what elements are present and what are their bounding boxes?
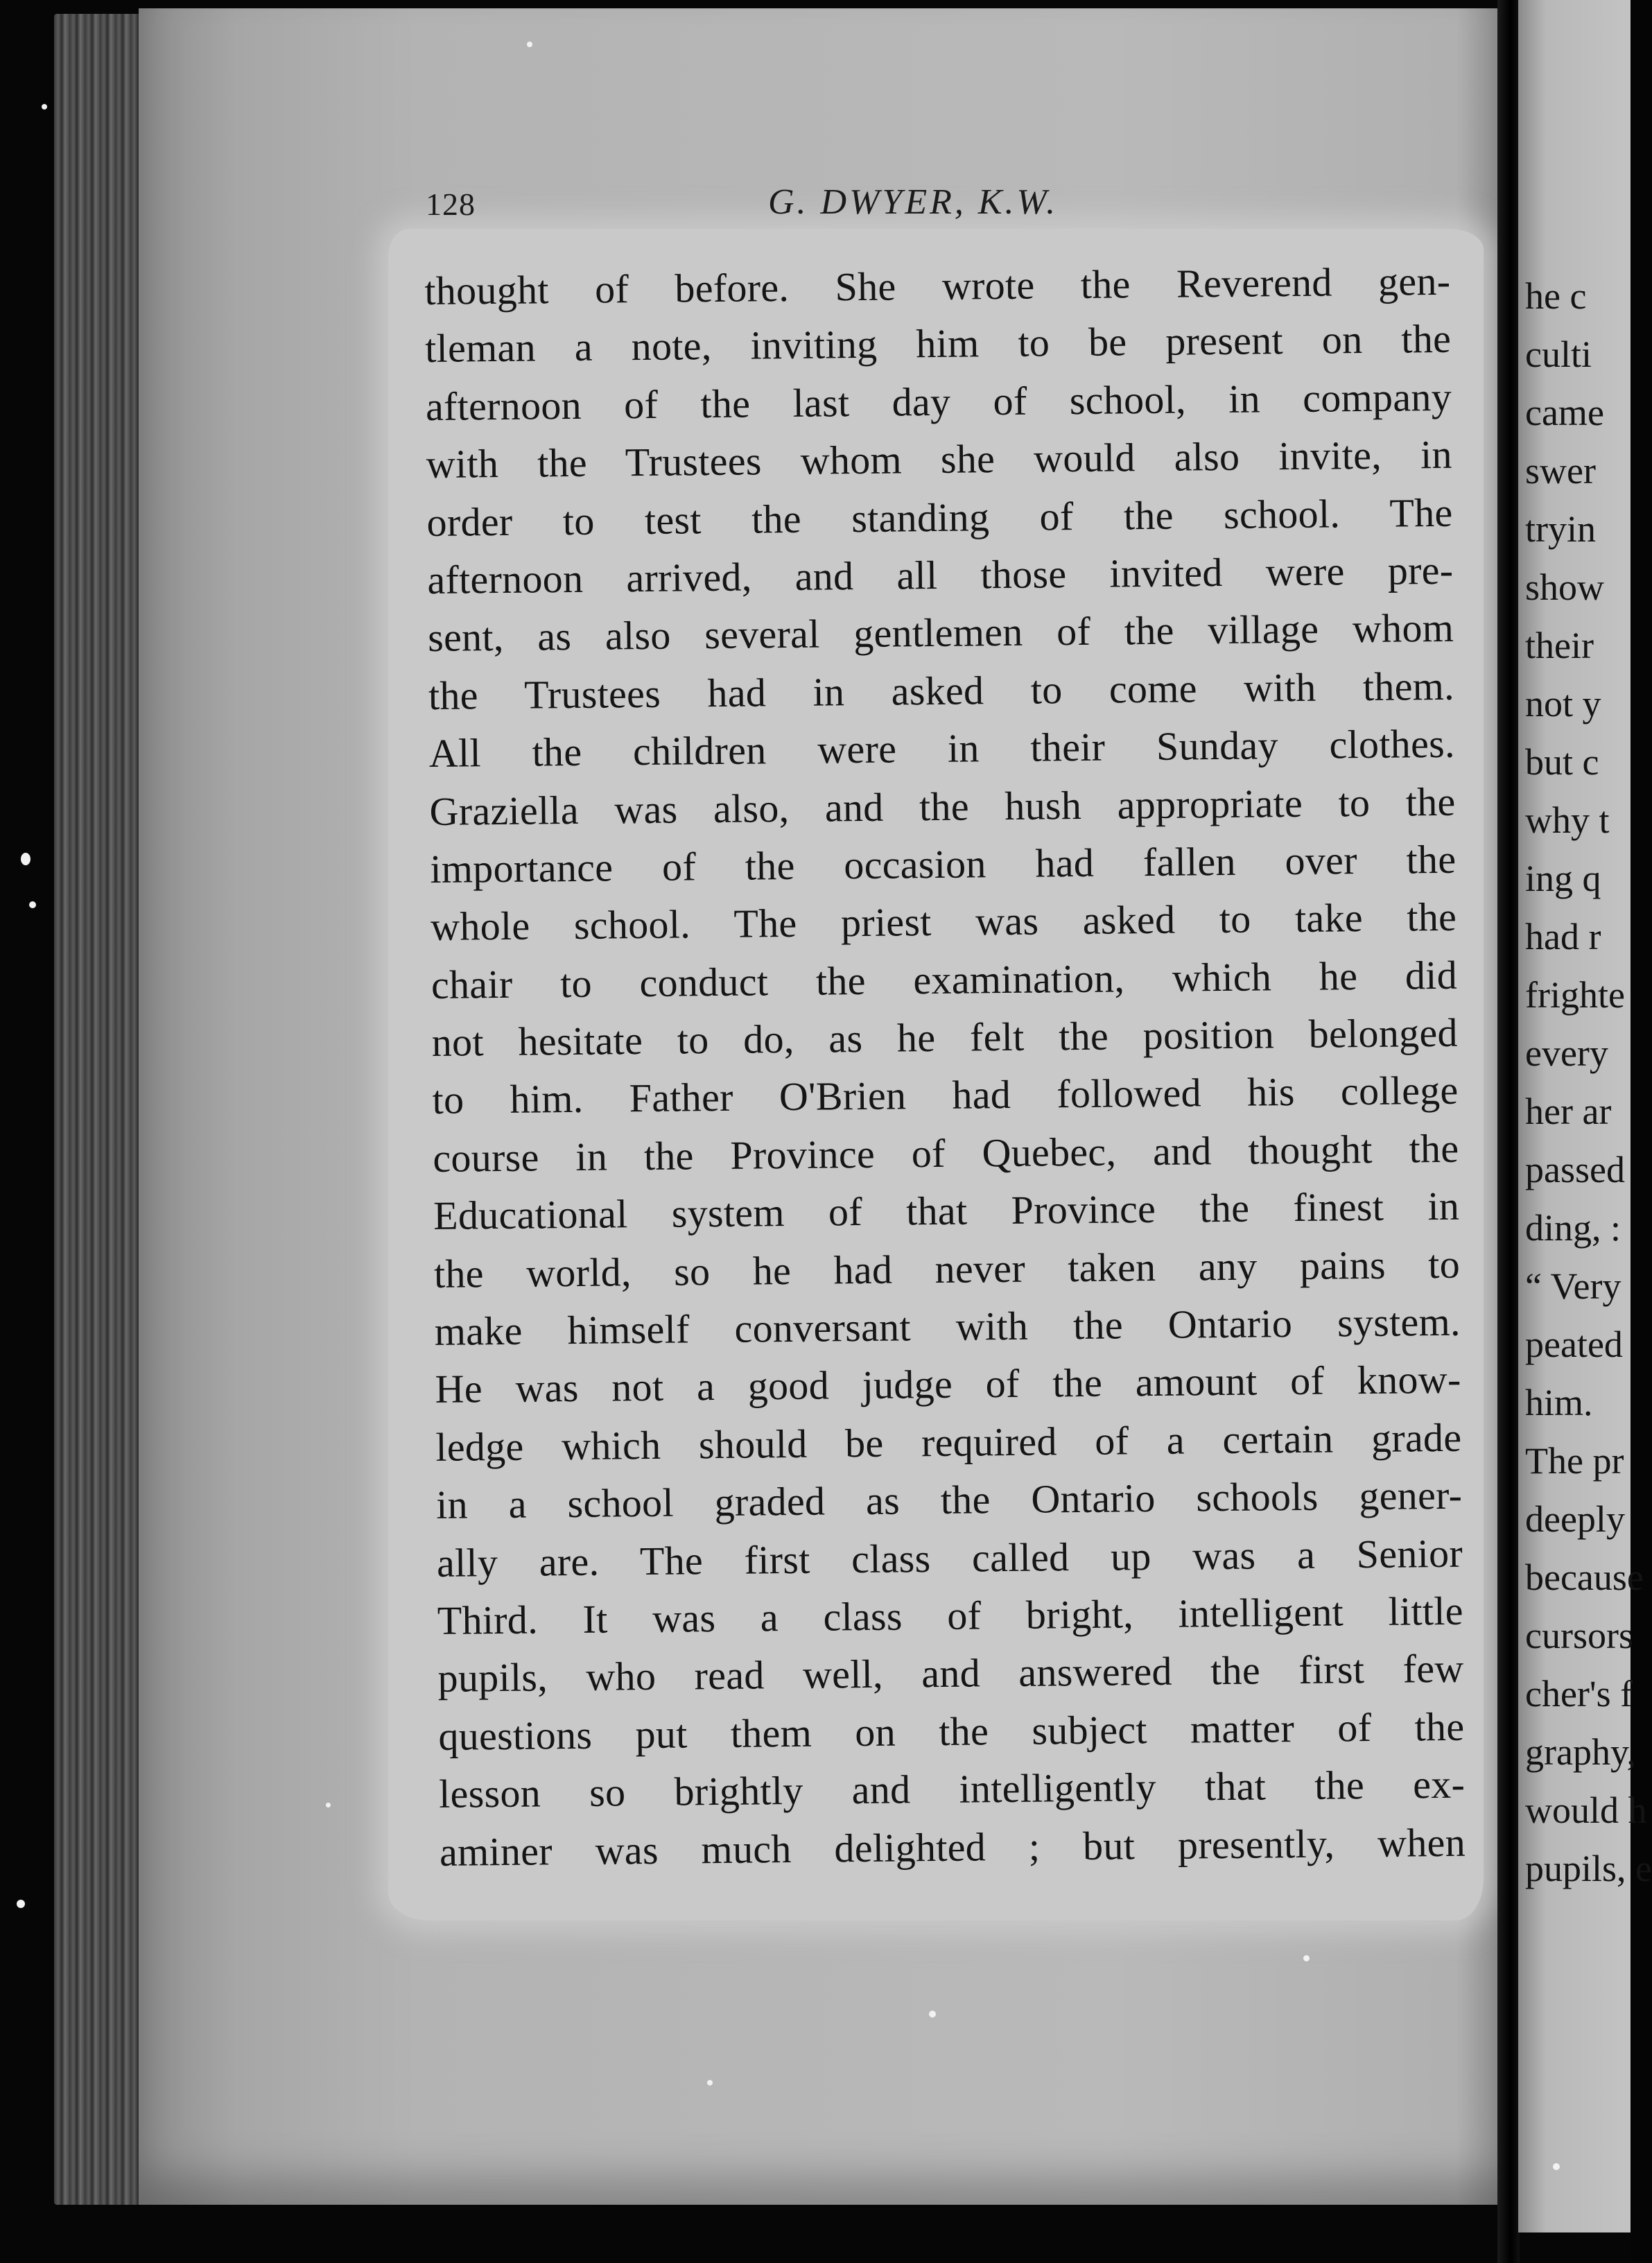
- facing-line: culti: [1525, 333, 1592, 375]
- dust-speck: [21, 853, 31, 865]
- dust-speck: [527, 42, 532, 47]
- text-line: sent, as also several gentlemen of the village whom: [427, 605, 1454, 661]
- facing-line: graphy,: [1525, 1731, 1636, 1773]
- text-line: tleman a note, inviting him to be present on the: [424, 316, 1452, 372]
- facing-line: cher's f: [1525, 1673, 1633, 1715]
- text-line: thought of before. She wrote the Reverend gen-: [424, 258, 1451, 313]
- text-line: ally are. The first class called up was a Senior: [436, 1530, 1463, 1586]
- text-line: to him. Father O'Brien had followed his college: [432, 1068, 1459, 1123]
- text-line: Educational system of that Province the finest in: [433, 1183, 1460, 1239]
- text-line: lesson so brightly and intelligently that the ex-: [438, 1761, 1466, 1817]
- dust-speck: [42, 104, 47, 110]
- text-line: course in the Province of Quebec, and thought the: [433, 1125, 1459, 1181]
- facing-line: not y: [1525, 683, 1601, 725]
- running-head: G. DWYER, K.W.: [768, 182, 1059, 222]
- facing-line: but c: [1525, 741, 1599, 783]
- facing-line: had r: [1525, 916, 1601, 957]
- text-line: importance of the occasion had fallen over the: [430, 836, 1457, 892]
- book-gutter: [1497, 0, 1520, 2263]
- facing-line: deeply: [1525, 1498, 1625, 1540]
- text-line: make himself conversant with the Ontario system.: [434, 1299, 1461, 1354]
- text-line: the Trustees had in asked to come with them.: [428, 663, 1455, 718]
- text-line: not hesitate to do, as he felt the position belonged: [431, 1009, 1459, 1066]
- facing-page: [1518, 0, 1652, 2232]
- text-line: order to test the standing of the school. The: [426, 489, 1453, 545]
- dust-speck: [1303, 1955, 1310, 1961]
- dust-speck: [707, 2080, 713, 2086]
- page-number: 128: [426, 187, 476, 222]
- dust-speck: [326, 1803, 331, 1807]
- dust-speck: [17, 1900, 25, 1908]
- facing-line: ding, :: [1525, 1207, 1621, 1249]
- text-line: afternoon arrived, and all those invited were pre-: [427, 547, 1454, 602]
- facing-line: swer: [1525, 450, 1596, 492]
- facing-line: frighte: [1525, 974, 1625, 1016]
- text-line: All the children were in their Sunday clothes.: [428, 720, 1456, 777]
- facing-line: why t: [1525, 799, 1610, 841]
- facing-line: tryin: [1525, 508, 1596, 550]
- text-line: He was not a good judge of the amount of know-: [435, 1357, 1461, 1412]
- facing-line: came: [1525, 392, 1604, 433]
- facing-line: ing q: [1525, 858, 1601, 899]
- body-text: [424, 252, 1466, 1881]
- text-line: afternoon of the last day of school, in company: [425, 374, 1452, 429]
- text-line: Graziella was also, and the hush appropriate to the: [429, 779, 1456, 834]
- facing-line: would h: [1525, 1789, 1647, 1831]
- facing-line: every: [1525, 1032, 1608, 1074]
- text-line: Third. It was a class of bright, intelligent little: [437, 1588, 1464, 1643]
- dust-speck: [1553, 2163, 1560, 2170]
- text-line: in a school graded as the Ontario schools gener-: [435, 1472, 1463, 1528]
- facing-line: cursors: [1525, 1615, 1633, 1656]
- text-line: ledge which should be required of a certain grade: [435, 1414, 1462, 1470]
- dust-speck: [929, 2011, 936, 2018]
- text-line: whole school. The priest was asked to take the: [430, 894, 1457, 950]
- facing-line: peated: [1525, 1324, 1623, 1365]
- text-line: chair to conduct the examination, which he did: [431, 952, 1458, 1007]
- text-line: questions put them on the subject matter of the: [438, 1703, 1465, 1759]
- facing-line: her ar: [1525, 1091, 1612, 1132]
- facing-line: passed: [1525, 1149, 1625, 1190]
- facing-line: him.: [1525, 1382, 1593, 1423]
- text-line: pupils, who read well, and answered the first few: [437, 1646, 1464, 1701]
- facing-line: he c: [1525, 275, 1587, 317]
- text-line: with the Trustees whom she would also invite, in: [426, 431, 1453, 487]
- facing-line: their: [1525, 625, 1594, 666]
- facing-line: “ Very: [1525, 1265, 1621, 1307]
- facing-line: The pr: [1525, 1440, 1624, 1482]
- facing-line: pupils, e: [1525, 1848, 1652, 1889]
- facing-line: show: [1525, 566, 1605, 608]
- text-line: the world, so he had never taken any pains to: [433, 1241, 1461, 1297]
- dust-speck: [29, 901, 36, 908]
- facing-line: because: [1525, 1557, 1644, 1598]
- text-line: aminer was much delighted ; but presently, when: [439, 1819, 1466, 1875]
